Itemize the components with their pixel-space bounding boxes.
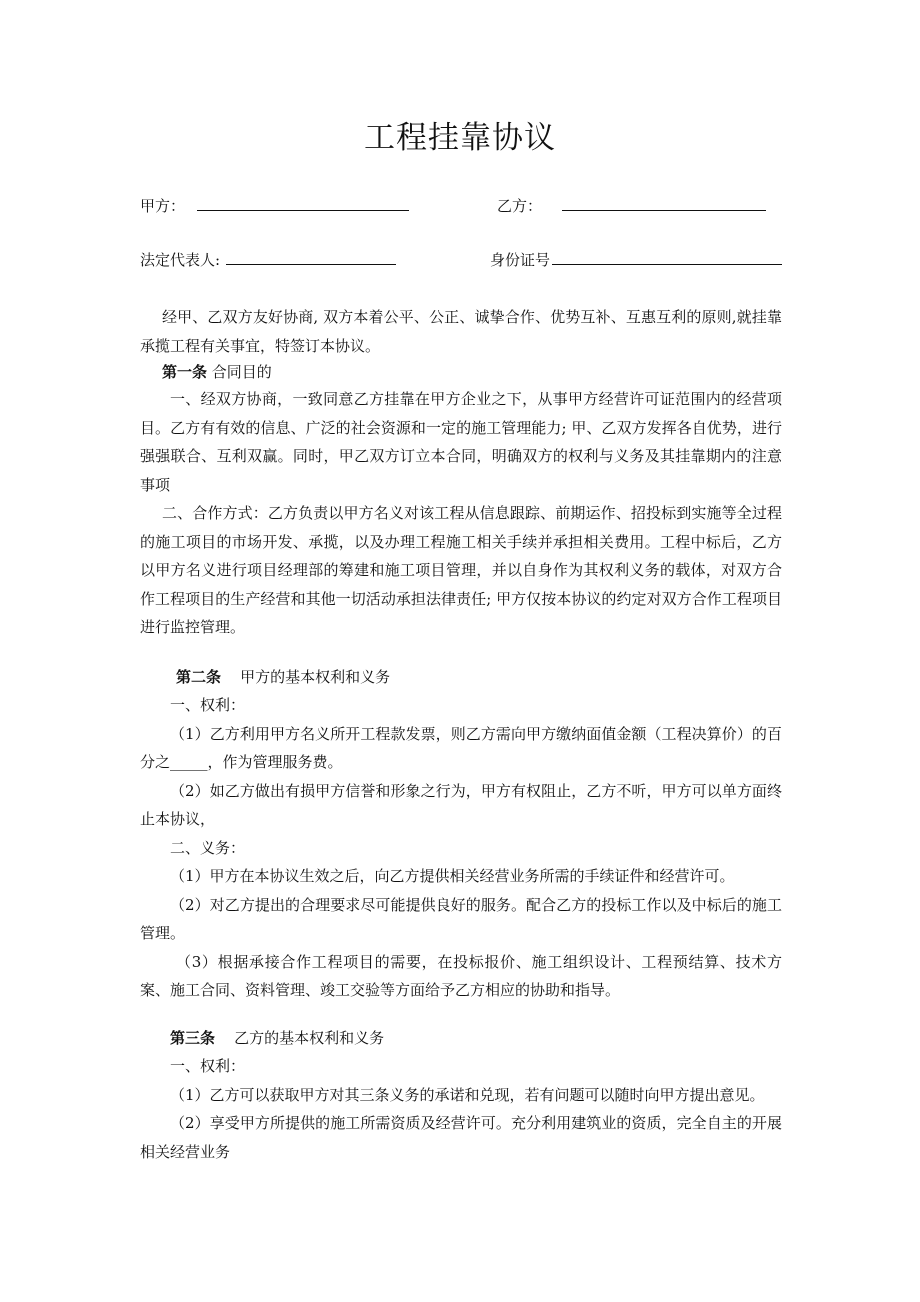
party-a-row xyxy=(140,196,409,216)
fee-percent-blank: _____ xyxy=(170,753,208,771)
preamble-text: 经甲、乙双方友好协商, 双方本着公平、公正、诚挚合作、优势互补、互惠互利的原则,就挂靠承揽工程有关事宜，特签订本协议。 xyxy=(140,308,782,355)
article3-rights-heading: 一、权利： xyxy=(170,1057,246,1075)
party-b-row xyxy=(497,196,766,216)
article3-title: 乙方的基本权利和义务 xyxy=(234,1029,385,1047)
article1-heading xyxy=(162,362,272,382)
article2-duty-3: （3）根据承接合作工程项目的需要，在投标报价、施工组织设计、工程预结算、技术方案、施工合同、资料管理、竣工交验等方面给予乙方相应的协助和指导。 xyxy=(140,952,782,999)
article3-right-2: （2）享受甲方所提供的施工所需资质及经营许可。充分利用建筑业的资质，完全自主的开展相关经营业务 xyxy=(140,1114,782,1161)
article1-title: 合同目的 xyxy=(211,363,272,381)
article2-heading xyxy=(176,667,390,687)
document-title: 工程挂靠协议 xyxy=(364,120,556,156)
id-number-row xyxy=(490,250,782,270)
party-b-blank xyxy=(562,196,766,211)
id-number-label: 身份证号 xyxy=(490,251,551,269)
article2-body xyxy=(140,691,782,1005)
party-a-label: 甲方： xyxy=(140,197,186,215)
article2-right-2: （2）如乙方做出有损甲方信誉和形象之行为，甲方有权阻止，乙方不听，甲方可以单方面终止本协议， xyxy=(140,781,782,828)
article1-paragraph-1: 一、经双方协商，一致同意乙方挂靠在甲方企业之下，从事甲方经营许可证范围内的经营项目。乙方有有效的信息、广泛的社会资源和一定的施工管理能力; 甲、乙双方发挥各自优势，进行强强联合、互利双赢。同时，甲乙双方订立本合同，明确双方的权利与义务及其挂靠期内的注意事项 xyxy=(140,390,782,494)
legal-rep-label: 法定代表人: xyxy=(140,251,221,269)
preamble xyxy=(140,303,782,360)
legal-rep-row xyxy=(140,250,396,270)
article3-heading xyxy=(170,1028,384,1048)
party-a-blank xyxy=(197,196,409,211)
legal-rep-blank xyxy=(226,250,396,265)
id-number-blank xyxy=(552,250,782,265)
article3-body xyxy=(140,1052,782,1166)
article2-duty-1: （1）甲方在本协议生效之后，向乙方提供相关经营业务所需的手续证件和经营许可。 xyxy=(170,867,735,885)
article2-title: 甲方的基本权利和义务 xyxy=(240,668,391,686)
article1-paragraph-2: 二、合作方式：乙方负责以甲方名义对该工程从信息跟踪、前期运作、招投标到实施等全过程的施工项目的市场开发、承揽，以及办理工程施工相关手续并承担相关费用。工程中标后，乙方以甲方名义进行项目经理部的筹建和施工项目管理，并以自身作为其权利义务的载体，对双方合作工程项目的生产经营和其他一切活动承担法律责任; 甲方仅按本协议的约定对双方合作工程项目进行监控管理。 xyxy=(140,504,782,636)
article2-right-1: （1）乙方利用甲方名义所开工程款发票，则乙方需向甲方缴纳面值金额（工程决算价）的百分之_____，作为管理服务费。 xyxy=(140,724,782,771)
article1-body xyxy=(140,385,782,642)
article2-duty-2: （2）对乙方提出的合理要求尽可能提供良好的服务。配合乙方的投标工作以及中标后的施工管理。 xyxy=(140,895,782,942)
article2-rights-heading: 一、权利： xyxy=(170,696,246,714)
article3-right-1: （1）乙方可以获取甲方对其三条义务的承诺和兑现，若有问题可以随时向甲方提出意见。 xyxy=(170,1085,765,1104)
article3-number: 第三条 xyxy=(170,1029,216,1047)
article1-number: 第一条 xyxy=(162,363,208,381)
article2-number: 第二条 xyxy=(176,668,222,686)
party-b-label: 乙方： xyxy=(497,197,543,215)
article2-duties-heading: 二、义务： xyxy=(170,838,246,857)
